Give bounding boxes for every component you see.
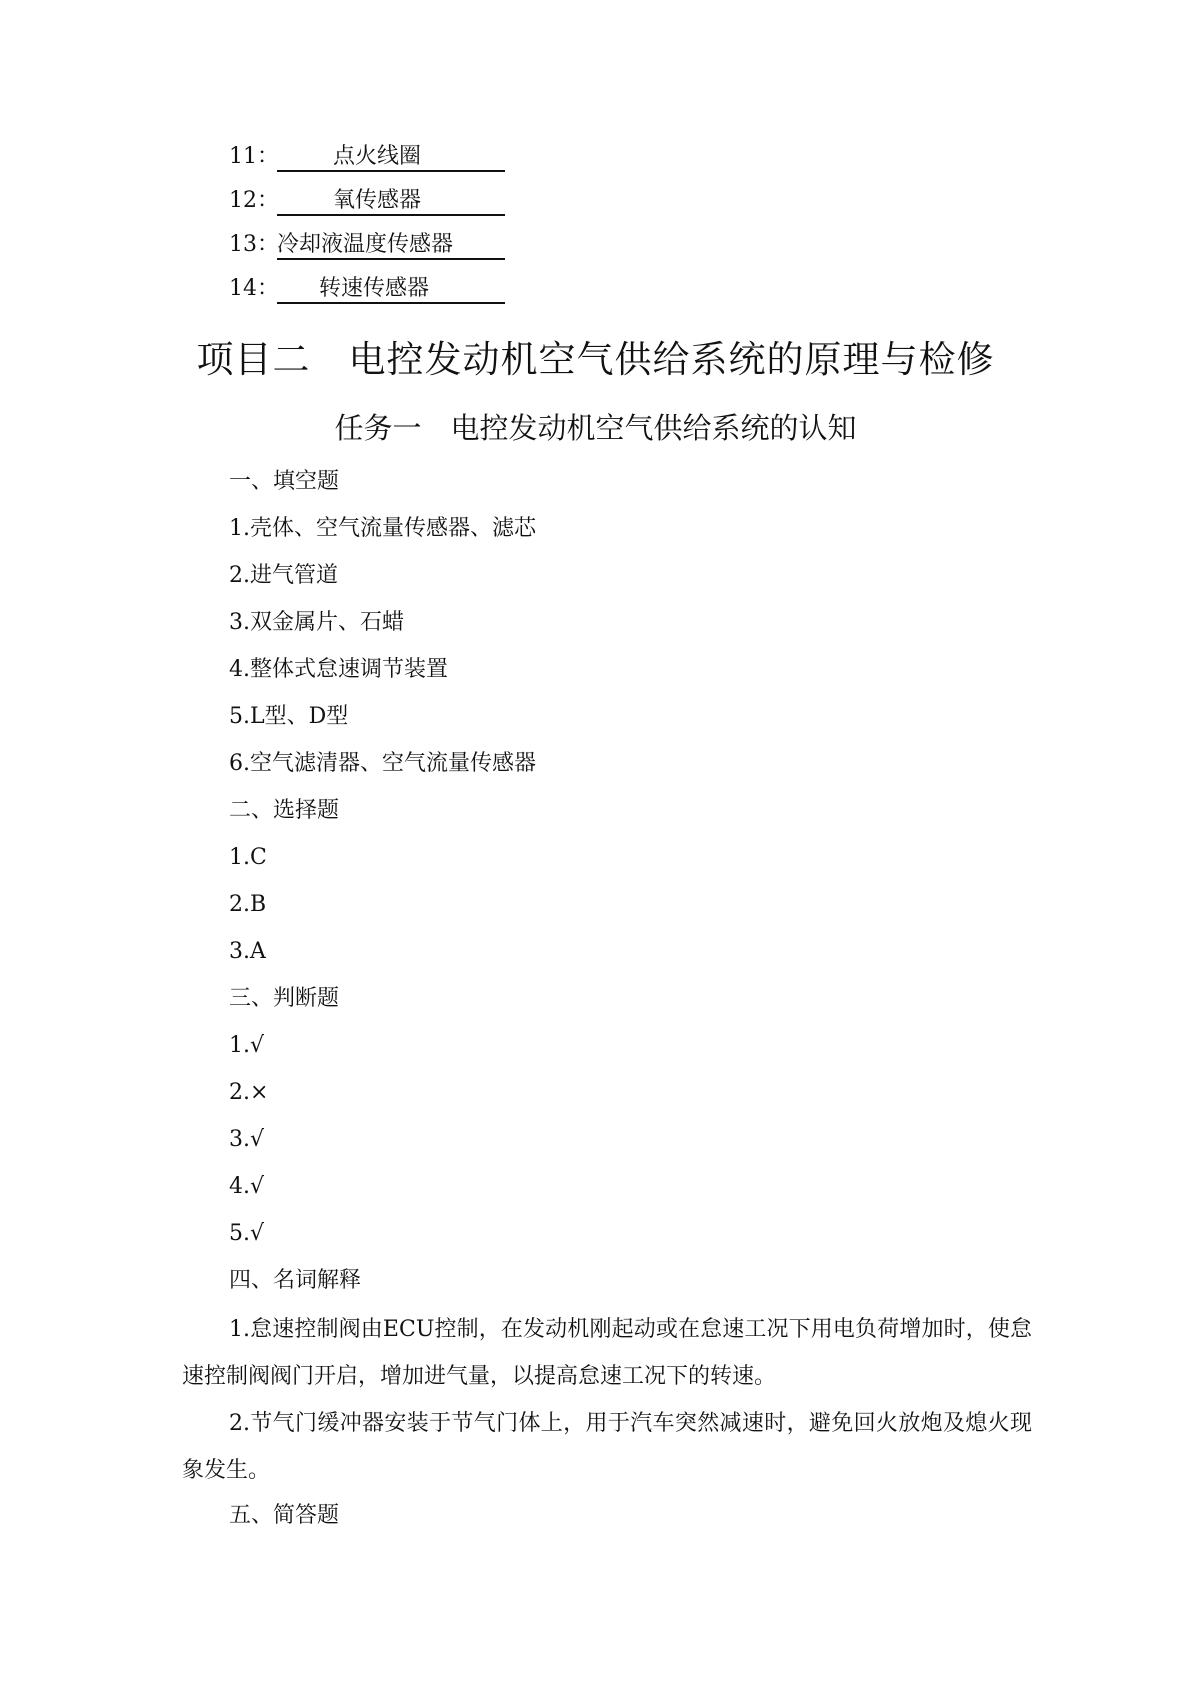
blank-answer [277, 232, 505, 260]
judgment-answer: 5.√ [229, 1221, 265, 1246]
fill-in-answer: 5.L型、D型 [229, 704, 349, 729]
section-heading-choice: 二、选择题 [229, 798, 340, 823]
blank-item-11 [229, 142, 505, 172]
fill-in-answer: 4.整体式怠速调节装置 [229, 657, 448, 682]
blank-answer-text: 转速传感器 [318, 276, 429, 301]
term-explanation-paragraph: 2.节气门缓冲器安装于节气门体上，用于汽车突然减速时，避免回火放炮及熄火现象发生。 [182, 1411, 1032, 1483]
item-number: 13： [229, 232, 279, 257]
blank-answer [277, 144, 505, 172]
task-title: 任务一 电控发动机空气供给系统的认知 [334, 411, 857, 445]
fill-in-answer: 3.双金属片、石蜡 [229, 610, 404, 635]
project-title: 项目二 电控发动机空气供给系统的原理与检修 [196, 338, 995, 381]
item-number: 12： [229, 188, 279, 213]
judgment-answer: 4.√ [229, 1174, 265, 1199]
choice-answer: 1.C [229, 845, 267, 870]
section-heading-fill-in: 一、填空题 [229, 469, 340, 494]
fill-in-answer: 2.进气管道 [229, 563, 338, 588]
blank-padding [277, 144, 333, 169]
section-heading-terms: 四、名词解释 [229, 1268, 362, 1293]
blank-answer-text: 氧传感器 [332, 188, 421, 213]
blank-answer-text: 点火线圈 [332, 144, 421, 169]
judgment-answer: 2.× [229, 1080, 269, 1105]
fill-in-answer: 6.空气滤清器、空气流量传感器 [229, 751, 536, 776]
choice-answer: 2.B [229, 892, 267, 917]
section-heading-short-answer: 五、简答题 [229, 1503, 340, 1528]
blank-answer-text: 冷却液温度传感器 [277, 232, 454, 257]
section-heading-judgment: 三、判断题 [229, 986, 340, 1011]
blank-item-14 [229, 274, 505, 304]
blank-padding [277, 276, 319, 301]
blank-padding [277, 188, 333, 213]
blank-answer [277, 188, 505, 216]
blank-item-12 [229, 186, 505, 216]
item-number: 11： [229, 144, 279, 169]
item-number: 14： [229, 276, 279, 301]
blank-item-13 [229, 230, 505, 260]
fill-in-answer: 1.壳体、空气流量传感器、滤芯 [229, 516, 536, 541]
choice-answer: 3.A [229, 939, 266, 964]
term-explanation-paragraph: 1.怠速控制阀由ECU控制，在发动机刚起动或在怠速工况下用电负荷增加时，使怠速控制阀阀门开启，增加进气量，以提高怠速工况下的转速。 [182, 1317, 1032, 1389]
judgment-answer: 1.√ [229, 1033, 265, 1058]
blank-answer [277, 276, 505, 304]
judgment-answer: 3.√ [229, 1127, 265, 1152]
